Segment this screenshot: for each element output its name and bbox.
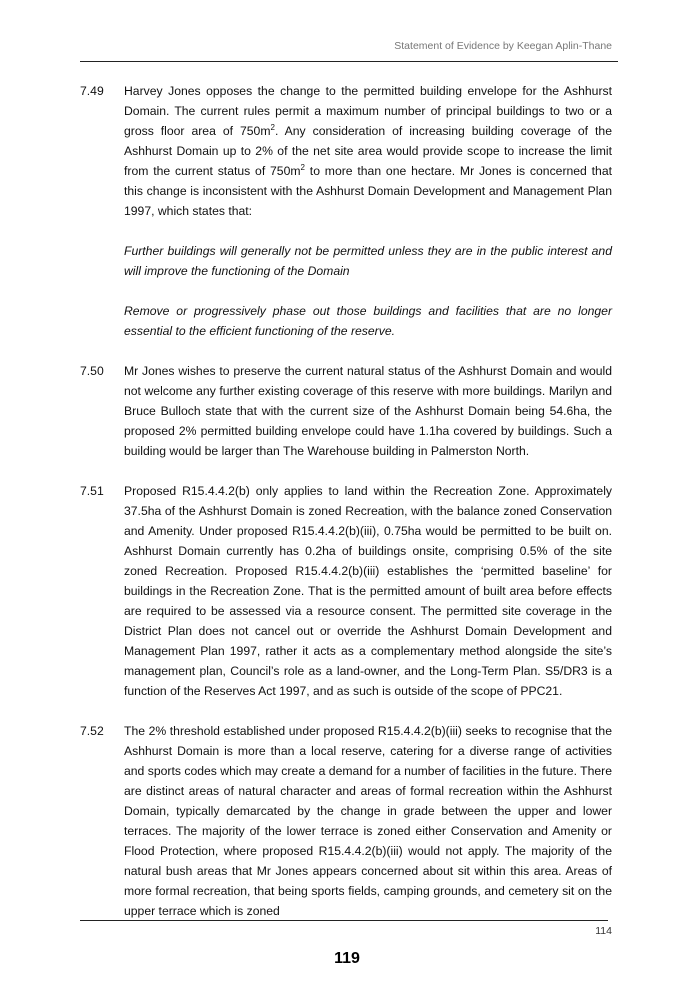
numbered-paragraph (80, 481, 612, 701)
page-number: 114 (595, 925, 612, 937)
header-divider (80, 61, 618, 62)
paragraph-text (124, 721, 612, 921)
text-run: Mr Jones wishes to preserve the current natural status of the Ashhurst Domain and would not welcome any further existing coverage of this reserve with more buildings. Marilyn and Bruce Bulloch state that with the current size of the Ashhurst Domain being 54.6ha, the proposed 2% permitted building envelope could have 1.1ha covered by buildings. Such a building would be larger than The Warehouse building in Palmerston North. (124, 364, 612, 458)
footer-divider (80, 920, 608, 921)
running-header: Statement of Evidence by Keegan Aplin-Thane (394, 40, 612, 52)
text-run: Proposed R15.4.4.2(b) only applies to land within the Recreation Zone. Approximately 37.5ha of the Ashhurst Domain is zoned Recreation, with the balance zoned Conservation and Amenity. Under proposed R15.4.4.2(b)(iii), 0.75ha would be permitted to be built on. Ashhurst Domain currently has 0.2ha of buildings onsite, comprising 0.5% of the site zoned Recreation. Proposed R15.4.4.2(b)(iii) establishes the ‘permitted baseline’ for buildings in the Recreation Zone. That is the permitted amount of built area before effects are required to be assessed via a resource consent. The permitted site coverage in the District Plan does not cancel out or override the Ashhurst Domain Development and Management Plan 1997, rather it acts as a complementary method alongside the site’s management plan, Council’s role as a land-owner, and the Long-Term Plan. S5/DR3 is a function of the Reserves Act 1997, and as such is outside of the scope of PPC21. (124, 484, 612, 698)
quoted-passage (124, 301, 612, 341)
paragraph-number: 7.49 (80, 84, 104, 98)
numbered-paragraph (80, 721, 612, 921)
body-text (124, 81, 612, 221)
paragraph-number: 7.51 (80, 484, 104, 498)
numbered-paragraph (80, 81, 612, 341)
paragraph-text (124, 361, 612, 461)
document-body (80, 81, 612, 941)
paragraph-text (124, 81, 612, 341)
text-run: Remove or progressively phase out those buildings and facilities that are no longer essential to the efficient functioning of the reserve. (124, 304, 612, 338)
paragraph-text (124, 481, 612, 701)
superscript: 2 (270, 122, 275, 132)
paragraph-number: 7.50 (80, 364, 104, 378)
numbered-paragraph (80, 361, 612, 461)
text-run: Further buildings will generally not be permitted unless they are in the public interest and will improve the functioning of the Domain (124, 244, 612, 278)
body-text (124, 721, 612, 921)
text-run: to more than one hectare. Mr Jones is concerned that this change is inconsistent with the Ashhurst Domain Development and Management Plan 1997, which states that: (124, 164, 612, 218)
text-run: . Any consideration of increasing building coverage of the Ashhurst Domain up to 2% of the net site area would provide scope to increase the limit from the current status of 750m (124, 124, 612, 178)
text-run: The 2% threshold established under proposed R15.4.4.2(b)(iii) seeks to recognise that the Ashhurst Domain is more than a local reserve, catering for a diverse range of activities and sports codes which may create a demand for a number of facilities in the future. There are distinct areas of natural character and areas of formal recreation within the Ashhurst Domain, typically demarcated by the change in grade between the upper and lower terraces. The majority of the lower terrace is zoned either Conservation and Amenity or Flood Protection, where proposed R15.4.4.2(b)(iii) would not apply. The majority of the natural bush areas that Mr Jones appears concerned about sit within this area. Areas of more formal recreation, that being sports fields, camping grounds, and cemetery sit on the upper terrace which is zoned (124, 724, 612, 918)
paragraph-number: 7.52 (80, 724, 104, 738)
body-text (124, 361, 612, 461)
body-text (124, 481, 612, 701)
text-run: Harvey Jones opposes the change to the permitted building envelope for the Ashhurst Domain. The current rules permit a maximum number of principal buildings to two or a gross floor area of 750m (124, 84, 612, 138)
superscript: 2 (300, 162, 305, 172)
quoted-passage (124, 241, 612, 281)
bundle-page-stamp: 119 (334, 950, 360, 967)
